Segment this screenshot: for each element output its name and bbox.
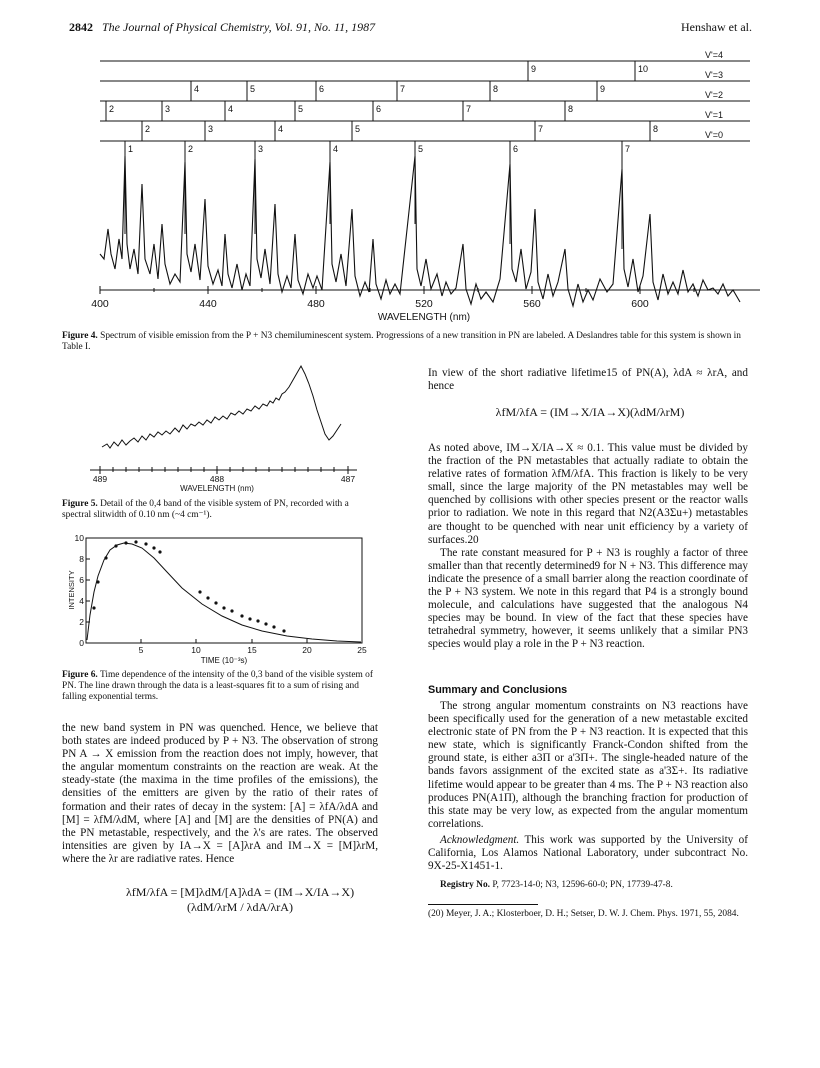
band-label: 9 bbox=[600, 84, 606, 94]
y-tick-label: 8 bbox=[79, 554, 84, 564]
figure-5-detail bbox=[62, 362, 382, 497]
equation-1: λfM/λfA = [M]λdM/[A]λdA = (IM→X/IA→X)(λdM/λrM / λdA/λrA) bbox=[125, 885, 355, 914]
caption-text: Time dependence of the intensity of the 0,3 band of the visible system of PN. The line drawn through the data is a least-squares fit to a sum of rising and falling exponential terms. bbox=[62, 670, 373, 703]
band-label: 2 bbox=[109, 104, 115, 114]
y-tick-label: 4 bbox=[79, 596, 84, 606]
x-tick-label: 440 bbox=[199, 298, 217, 310]
band-label: 3 bbox=[258, 144, 264, 154]
band-label: 8 bbox=[493, 84, 499, 94]
band-label: 8 bbox=[653, 124, 659, 134]
x-tick-label: 15 bbox=[247, 645, 257, 655]
footnote: (20) Meyer, J. A.; Klosterboer, D. H.; Setser, D. W. J. Chem. Phys. 1971, 55, 2084. bbox=[428, 909, 739, 919]
x-tick-label: 489 bbox=[92, 474, 108, 484]
right-column-text-3 bbox=[428, 700, 748, 831]
paragraph: the new band system in PN was quenched. Hence, we believe that both states are indeed produced by P + N3. The observation of strong PN A → X emission from the reaction does not imply, however, that the angular momentum constraints on the reaction are weak. At the steady-state (the maxima in the time profiles of the emissions), the densities of the emitters are given by the ratio of their rates of formation and their rates of decay in the system: [A] = λfA/λdA and [M] = λfM/λdM, where [A] and [M] are the densities of PN(A) and the PN metastable, respectively, and the λ's are rates. The observed intensities are given by IA→X = [A]λrA and IM→X = [M]λrM, where the λr are radiative rates. Hence bbox=[62, 722, 378, 865]
registry bbox=[440, 880, 748, 891]
figure-6-caption bbox=[62, 670, 378, 704]
y-axis-label: INTENSITY bbox=[67, 570, 76, 610]
registry-label: Registry No. bbox=[440, 880, 490, 890]
figure-5-caption bbox=[62, 499, 378, 521]
band-label: 6 bbox=[376, 104, 382, 114]
header-authors: Henshaw et al. bbox=[681, 20, 752, 34]
paragraph: The strong angular momentum constraints on N3 reactions have been specifically used for the generation of a new metastable excited electronic state of PN from the P + N3 reaction. It is expected that this new state, which is significantly Franck-Condon shifted from the ground state, is either a3Π or a'3Π+. The single-headed nature of the bands favors assignment of the excited state as a'3Σ+. Its radiative lifetime would appear to be greater than 4 ms. The P + N3 reaction also produces PN(A1Π), although the branching fraction for production of this state may be very low, as expected from the angular momentum correlations. bbox=[428, 700, 748, 830]
band-label: 9 bbox=[531, 64, 537, 74]
running-header bbox=[69, 20, 375, 35]
band-label: 2 bbox=[188, 144, 194, 154]
x-tick-label: 487 bbox=[340, 474, 356, 484]
right-column-text-2 bbox=[428, 442, 748, 652]
band-label: 5 bbox=[250, 84, 256, 94]
left-column-text bbox=[62, 722, 378, 866]
right-column-text bbox=[428, 367, 748, 393]
vlabel-3: V'=3 bbox=[705, 70, 723, 80]
y-tick-label: 2 bbox=[79, 617, 84, 627]
x-tick-label: 25 bbox=[357, 645, 367, 655]
journal-title: The Journal of Physical Chemistry, Vol. 91, No. 11, 1987 bbox=[102, 20, 376, 34]
x-tick-label: 20 bbox=[302, 645, 312, 655]
band-label: 6 bbox=[319, 84, 325, 94]
page-number: 2842 bbox=[69, 20, 93, 34]
band-label: 8 bbox=[568, 104, 574, 114]
x-tick-label: 488 bbox=[209, 474, 225, 484]
x-tick-label: 480 bbox=[307, 298, 325, 310]
band-label: 4 bbox=[333, 144, 339, 154]
band-label: 4 bbox=[278, 124, 284, 134]
vlabel-1: V'=1 bbox=[705, 110, 723, 120]
band-label: 5 bbox=[418, 144, 424, 154]
caption-text: Spectrum of visible emission from the P + N3 chemiluminescent system. Progressions of a new transition in PN are labeled. A Deslandres table for this system is shown in Table I. bbox=[62, 331, 741, 353]
y-tick-label: 0 bbox=[79, 638, 84, 648]
x-axis-label: TIME (10⁻³s) bbox=[200, 656, 248, 665]
paragraph: As noted above, IM→X/IA→X ≈ 0.1. This value must be divided by the fraction of the PN metastables that actually radiate to obtain the relative rates of formation λfM/λfA. This fraction is likely to be very small, since the large majority of the PN metastables may well be quenched by collisions with other species present or the reactor walls prior to radiation. We note in this regard that N2(A3Σu+) metastables are thought to be quenched with near unit efficiency by a variety of surfaces.20 bbox=[428, 442, 748, 546]
band-label: 3 bbox=[165, 104, 171, 114]
section-title: Summary and Conclusions bbox=[428, 684, 568, 696]
caption-text: Detail of the 0,4 band of the visible system of PN, recorded with a spectral slitwidth of 0.10 nm (~4 cm⁻¹). bbox=[62, 499, 349, 521]
vlabel-4: V'=4 bbox=[705, 50, 723, 60]
figure-4-spectrum bbox=[60, 44, 760, 334]
band-label: 10 bbox=[638, 64, 649, 74]
x-tick-label: 5 bbox=[138, 645, 144, 655]
caption-label: Figure 6. bbox=[62, 670, 98, 680]
figure-6-time-profile bbox=[62, 530, 382, 668]
ack-text: This work was supported by the University of California, Los Alamos National Laboratory, under subcontract No. 9X-25-X1451-1. bbox=[428, 834, 748, 873]
x-axis-label: WAVELENGTH (nm) bbox=[377, 312, 471, 323]
paragraph: The rate constant measured for P + N3 is roughly a factor of three smaller than that recently determined9 for N + N3. This difference may indicate the presence of a small barrier along the reaction coordinate of the P + N3 system. We note in this regard that P4 is a strongly bound molecule, and calculations have suggested that the analogous N4 species may be bound. In view of the fact that these species have tetrahedral symmetry, however, it seems unlikely that a similar PN3 species would play a role in the P + N3 reaction. bbox=[428, 546, 748, 651]
band-label: 7 bbox=[538, 124, 544, 134]
y-tick-label: 10 bbox=[74, 533, 84, 543]
ack-label: Acknowledgment. bbox=[440, 834, 520, 846]
caption-label: Figure 5. bbox=[62, 499, 98, 509]
x-tick-label: 560 bbox=[523, 298, 541, 310]
band-label: 7 bbox=[400, 84, 406, 94]
equation-2: λfM/λfA = (IM→X/IA→X)(λdM/λrM) bbox=[495, 405, 685, 419]
band-label: 7 bbox=[625, 144, 631, 154]
vlabel-0: V'=0 bbox=[705, 130, 723, 140]
band-label: 6 bbox=[513, 144, 519, 154]
band-label: 5 bbox=[298, 104, 304, 114]
vlabel-2: V'=2 bbox=[705, 90, 723, 100]
acknowledgment bbox=[428, 834, 748, 873]
footnote-rule bbox=[428, 904, 538, 905]
x-axis-label: WAVELENGTH (nm) bbox=[180, 484, 254, 493]
band-label: 1 bbox=[128, 144, 134, 154]
band-label: 4 bbox=[194, 84, 200, 94]
y-tick-label: 6 bbox=[79, 575, 84, 585]
registry-text: P, 7723-14-0; N3, 12596-60-0; PN, 17739-47-8. bbox=[492, 880, 673, 890]
band-label: 4 bbox=[228, 104, 234, 114]
band-label: 2 bbox=[145, 124, 151, 134]
x-tick-label: 600 bbox=[631, 298, 649, 310]
band-label: 3 bbox=[208, 124, 214, 134]
x-tick-label: 10 bbox=[191, 645, 201, 655]
x-tick-label: 520 bbox=[415, 298, 433, 310]
band-label: 5 bbox=[355, 124, 361, 134]
caption-label: Figure 4. bbox=[62, 331, 98, 341]
paragraph: In view of the short radiative lifetime15 of PN(A), λdA ≈ λrA, and hence bbox=[428, 367, 748, 393]
figure-4-caption bbox=[62, 331, 760, 353]
x-tick-label: 400 bbox=[91, 298, 109, 310]
band-label: 7 bbox=[466, 104, 472, 114]
